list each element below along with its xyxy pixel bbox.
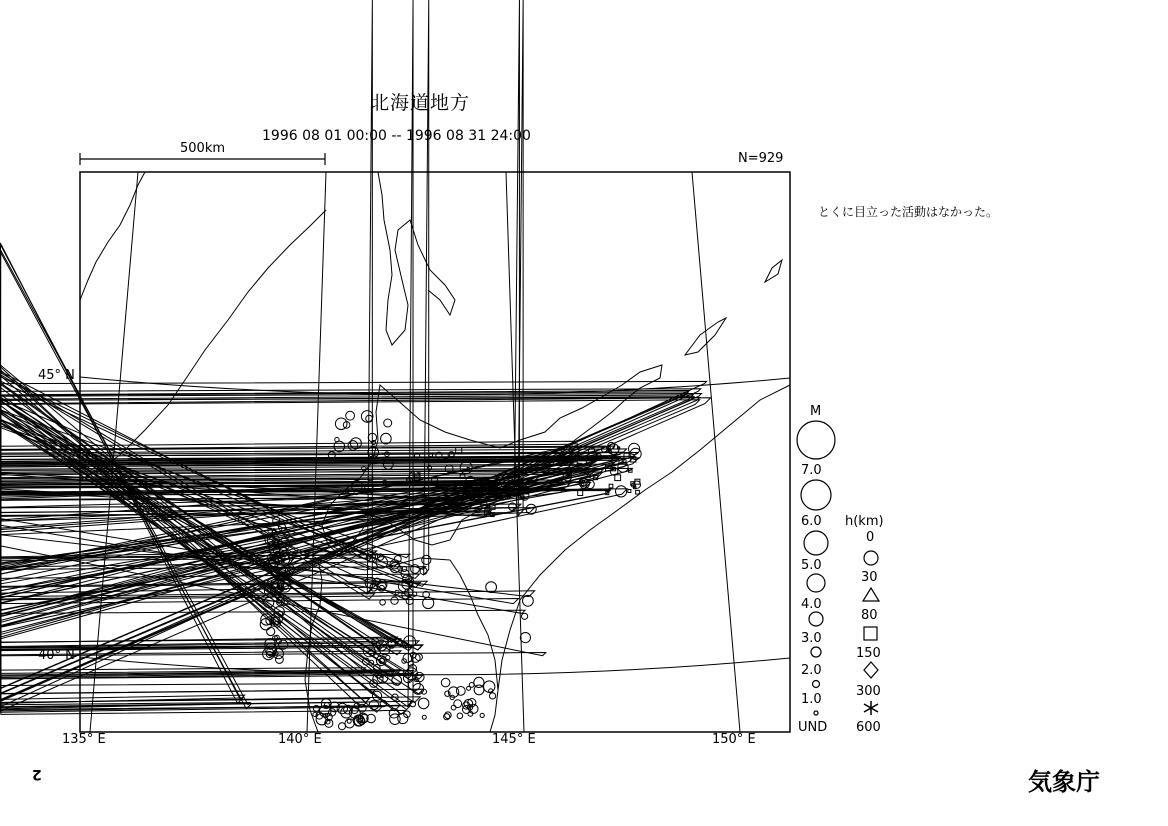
epicenter-circle bbox=[339, 723, 346, 730]
epicenter-square bbox=[636, 490, 640, 494]
lat-label-45: 45° N bbox=[38, 368, 75, 383]
legend-mag-label: 7.0 bbox=[801, 463, 822, 478]
epicenter-circle bbox=[522, 613, 528, 619]
legend-mag-label: 5.0 bbox=[801, 558, 822, 573]
epicenter-square bbox=[615, 475, 621, 481]
legend-mag-symbol bbox=[804, 531, 828, 555]
epicenter-circle bbox=[456, 687, 465, 696]
legend-mag-label: 4.0 bbox=[801, 597, 822, 612]
epicenter-square bbox=[628, 490, 631, 493]
epicenter-circle bbox=[411, 565, 420, 574]
legend-mag-label: 1.0 bbox=[801, 692, 822, 707]
legend-depth-title: h(km) bbox=[845, 514, 884, 529]
legend-mag-symbol bbox=[809, 612, 823, 626]
epicenter-circle bbox=[346, 411, 355, 420]
epicenter-circle bbox=[480, 713, 484, 717]
lon-label-140: 140° E bbox=[278, 732, 322, 747]
legend-depth-label: 150 bbox=[856, 646, 881, 661]
legend-depth-square bbox=[864, 627, 877, 640]
legend-mag-label: 6.0 bbox=[801, 514, 822, 529]
legend-mag-label: UND bbox=[798, 720, 828, 735]
epicenter-circle bbox=[347, 719, 351, 723]
legend-depth-circle bbox=[864, 551, 878, 565]
map-title: 北海道地方 bbox=[370, 92, 471, 114]
page-number: 2 bbox=[32, 766, 42, 782]
epicenter-circle bbox=[474, 685, 484, 695]
legend-mag-symbol bbox=[814, 711, 818, 715]
event-count: N=929 bbox=[738, 151, 784, 166]
epicenter-square bbox=[407, 479, 409, 481]
epicenter-circle bbox=[451, 705, 456, 710]
comment-text: とくに目立った活動はなかった。 bbox=[818, 205, 999, 219]
epicenter-circle bbox=[403, 654, 412, 663]
scale-bar bbox=[80, 153, 325, 165]
epicenter-circle bbox=[520, 633, 530, 643]
legend-depth-label: 300 bbox=[856, 684, 881, 699]
epicenter-circle bbox=[454, 700, 462, 708]
epicenter-circle bbox=[457, 713, 463, 719]
legend-depth-triangle bbox=[863, 588, 879, 601]
lon-label-145: 145° E bbox=[492, 732, 536, 747]
legend-depth-label: 0 bbox=[866, 530, 875, 545]
epicenter-circle bbox=[406, 597, 413, 604]
epicenter-circle bbox=[490, 693, 496, 699]
epicenter-circle bbox=[384, 419, 392, 427]
legend-mag-symbol bbox=[797, 421, 835, 459]
legend-depth-label: 80 bbox=[861, 608, 878, 623]
lon-label-150: 150° E bbox=[712, 732, 756, 747]
epicenter-circle bbox=[467, 686, 471, 690]
period-label: 1996 08 01 00:00 -- 1996 08 31 24:00 bbox=[262, 128, 531, 144]
epicenter-square bbox=[609, 484, 613, 488]
epicenter-circle bbox=[441, 678, 450, 687]
agency-name: 気象庁 bbox=[1028, 768, 1100, 796]
epicenter-circle bbox=[422, 555, 431, 564]
legend-depth-label: 30 bbox=[861, 570, 878, 585]
epicenter-square bbox=[578, 491, 583, 496]
legend-mag-symbol bbox=[811, 647, 821, 657]
legend-mag-label: 2.0 bbox=[801, 663, 822, 678]
legend-magnitude-title: M bbox=[810, 404, 822, 419]
lon-label-135: 135° E bbox=[62, 732, 106, 747]
legend-mag-label: 3.0 bbox=[801, 631, 822, 646]
legend-depth-diamond bbox=[864, 662, 878, 678]
legend-mag-symbol bbox=[801, 480, 831, 510]
scale-bar-label: 500km bbox=[180, 141, 226, 156]
epicenter-circle bbox=[267, 627, 275, 635]
epicenter-circle bbox=[422, 715, 426, 719]
legend-depth-symbols bbox=[863, 551, 879, 715]
epicenter-circle bbox=[391, 597, 398, 604]
epicenter-circle bbox=[390, 714, 401, 725]
legend-mag-symbol bbox=[807, 574, 825, 592]
epicenter-circle bbox=[445, 712, 452, 719]
legend-depth-label: 600 bbox=[856, 720, 881, 735]
legend-depth-asterisk bbox=[864, 701, 878, 715]
epicenter-circle bbox=[348, 441, 358, 451]
epicenter-circle bbox=[381, 433, 392, 444]
epicenter-circle bbox=[418, 698, 429, 709]
lat-label-40: 40° N bbox=[38, 648, 75, 663]
legend-magnitude-symbols bbox=[797, 421, 835, 715]
legend-mag-symbol bbox=[813, 681, 820, 688]
